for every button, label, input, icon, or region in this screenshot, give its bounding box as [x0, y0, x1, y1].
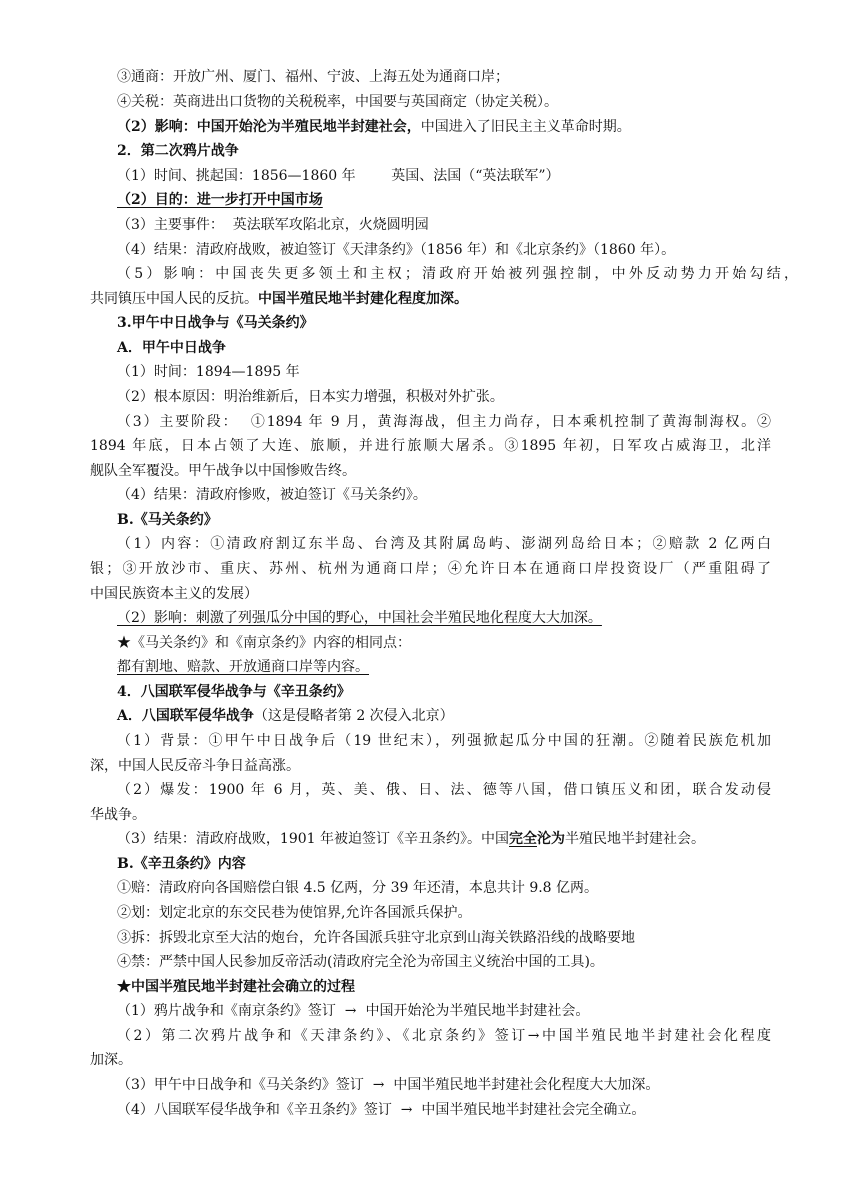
section-heading: 3.甲午中日战争与《马关条约》: [117, 315, 314, 331]
text-line: 华战争。: [90, 807, 146, 823]
section-heading: 2．第二次鸦片战争: [117, 143, 239, 159]
text-line: （5）影响：中国丧失更多领土和主权；清政府开始被列强控制，中外反动势力开始勾结，: [117, 266, 798, 282]
text-line: （2）影响：中国开始沦为半殖民地半封建社会，中国进入了旧民主主义革命时期。: [117, 119, 631, 135]
text-line: 舰队全军覆没。甲午战争以中国惨败告终。: [90, 463, 356, 479]
section-heading: 4．八国联军侵华战争与《辛丑条约》: [117, 684, 351, 700]
text-line: （1）内容：①清政府割辽东半岛、台湾及其附属岛屿、澎湖列岛给日本；②赔款 2 亿两白: [117, 536, 771, 552]
text-line: （2）爆发：1900 年 6 月，英、美、俄、日、法、德等八国，借口镇压义和团，联合发动侵: [117, 782, 771, 798]
text-line: ①赔：清政府向各国赔偿白银 4.5 亿两，分 39 年还清，本息共计 9.8 亿两。: [117, 880, 599, 896]
text-line: A．八国联军侵华战争（这是侵略者第 2 次侵入北京）: [117, 708, 454, 724]
text-line: 银；③开放沙市、重庆、苏州、杭州为通商口岸；④允许日本在通商口岸投资设厂（严重阻碍了: [90, 561, 771, 577]
text-line: 深，中国人民反帝斗争日益高涨。: [90, 758, 300, 774]
subsection-heading: B.《马关条约》: [117, 512, 218, 528]
text-line: （2）第二次鸦片战争和《天津条约》、《北京条约》签订→中国半殖民地半封建社会化程度: [117, 1028, 771, 1044]
text-line: ③拆：拆毁北京至大沽的炮台，允许各国派兵驻守北京到山海关铁路沿线的战略要地: [117, 930, 635, 946]
subsection-heading: A．甲午中日战争: [117, 340, 226, 356]
text-line: （3）主要阶段： ①1894 年 9 月，黄海海战，但主力尚存，日本乘机控制了黄海制海权。②: [117, 414, 771, 430]
text-line: 加深。: [90, 1052, 132, 1068]
text-line: （1）背景：①甲午中日战争后（19 世纪末），列强掀起瓜分中国的狂潮。②随着民族危机加: [117, 733, 771, 749]
text-line: （1）时间、挑起国：1856—1860 年 英国、法国（“英法联军”）: [117, 168, 560, 184]
text-line: （3）主要事件： 英法联军攻陷北京，火烧圆明园: [117, 217, 429, 233]
subsection-heading: B.《辛丑条约》内容: [117, 856, 246, 872]
text-line: （4）八国联军侵华战争和《辛丑条约》签订 → 中国半殖民地半封建社会完全确立。: [117, 1102, 646, 1118]
text-line: （1）鸦片战争和《南京条约》签订 → 中国开始沦为半殖民地半封建社会。: [117, 1003, 590, 1019]
text-line: （3）结果：清政府战败，1901 年被迫签订《辛丑条约》。中国完全沦为半殖民地半封建社会。: [117, 831, 705, 847]
text-line: ③通商：开放广州、厦门、福州、宁波、上海五处为通商口岸；: [117, 69, 509, 85]
section-heading: ★中国半殖民地半封建社会确立的过程: [117, 979, 355, 995]
text-line: ②划：划定北京的东交民巷为使馆界,允许各国派兵保护。: [117, 905, 472, 921]
text-line: 1894 年底，日本占领了大连、旅顺，并进行旅顺大屠杀。③1895 年初，日军攻占威海卫，北洋: [90, 438, 771, 454]
text-line: （2）目的：进一步打开中国市场: [117, 192, 323, 208]
text-line: （4）结果：清政府惨败，被迫签订《马关条约》。: [117, 487, 427, 503]
text-line: ④禁：严禁中国人民参加反帝活动(清政府完全沦为帝国主义统治中国的工具)。: [117, 954, 604, 970]
text-line: 共同镇压中国人民的反抗。中国半殖民地半封建化程度加深。: [90, 291, 468, 307]
text-line: （3）甲午中日战争和《马关条约》签订 → 中国半殖民地半封建社会化程度大大加深。: [117, 1077, 660, 1093]
text-line: 都有割地、赔款、开放通商口岸等内容。: [117, 659, 369, 675]
text-line: （2）根本原因：明治维新后，日本实力增强，积极对外扩张。: [117, 389, 504, 405]
text-line: （4）结果：清政府战败，被迫签订《天津条约》（1856 年）和《北京条约》（1860 年）。: [117, 242, 676, 258]
text-line: （2）影响：刺激了列强瓜分中国的野心，中国社会半殖民地化程度大大加深。: [117, 610, 602, 626]
text-line: ★《马关条约》和《南京条约》内容的相同点：: [117, 635, 411, 651]
text-line: （1）时间：1894—1895 年: [117, 364, 300, 380]
text-line: ④关税：英商进出口货物的关税税率，中国要与英国商定（协定关税）。: [117, 94, 558, 110]
text-line: 中国民族资本主义的发展）: [90, 586, 258, 602]
